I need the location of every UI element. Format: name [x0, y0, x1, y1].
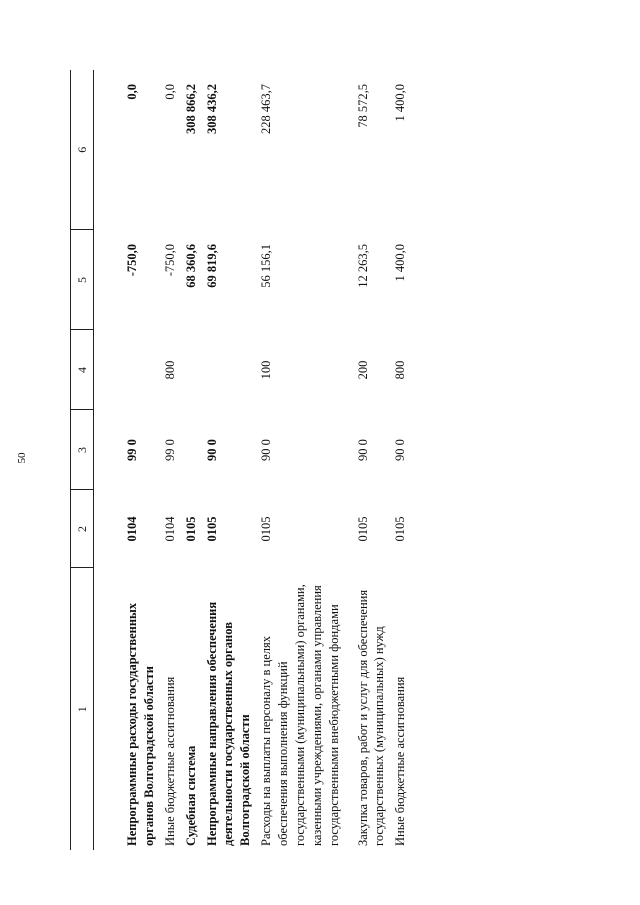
row-value1: 12 263,5 — [355, 244, 370, 288]
row-value2: 0,0 — [162, 84, 177, 100]
row-subcode — [181, 410, 202, 490]
page-number: 50 — [16, 452, 28, 464]
row-group — [202, 330, 257, 410]
row-spacer — [345, 70, 353, 850]
row-group: 200 — [355, 360, 370, 380]
row-value2: 308 866,2 — [183, 84, 198, 134]
row-group: 100 — [259, 360, 274, 380]
row-subcode: 99 0 — [162, 439, 177, 461]
rotated-table-container — [70, 70, 540, 850]
column-header: 3 — [71, 410, 94, 490]
row-value1: -750,0 — [162, 244, 177, 277]
row-value1: 56 156,1 — [259, 244, 274, 288]
row-group: 800 — [162, 360, 177, 380]
row-name: Непрограммные расходы государственных органов Волгоградской области — [125, 602, 156, 846]
row-subcode: 99 0 — [125, 439, 139, 461]
row-name: Судебная система — [183, 745, 198, 846]
column-header: 2 — [71, 490, 94, 568]
budget-table — [70, 70, 411, 850]
row-group — [181, 330, 202, 410]
table-row — [390, 70, 411, 850]
row-subcode: 90 0 — [393, 439, 408, 461]
row-subcode: 90 0 — [355, 439, 370, 461]
row-name: Закупка товаров, работ и услуг для обеспечения государственных (муниципальных) нужд — [355, 589, 387, 846]
table-row — [256, 70, 344, 850]
row-name: Расходы на выплаты персоналу в целях обеспечения выполнения функций государственными (муниципальными) органами, казенными учреждениями, органами управления государственными внебюджетными фондами — [259, 584, 341, 846]
row-value1: 1 400,0 — [393, 244, 408, 282]
row-value1: 69 819,6 — [204, 244, 219, 288]
row-subcode: 90 0 — [259, 439, 274, 461]
column-header: 4 — [71, 330, 94, 410]
table-header-row — [71, 70, 94, 850]
row-name: Непрограммные направления обеспечения деятельности государственных органов Волгоградской области — [204, 601, 253, 846]
row-subcode: 90 0 — [204, 439, 219, 461]
row-code: 0104 — [125, 516, 139, 542]
row-name: Иные бюджетные ассигнования — [393, 676, 408, 846]
row-code: 0105 — [183, 516, 198, 542]
table-row — [181, 70, 202, 850]
row-code: 0105 — [204, 516, 219, 542]
row-value1: 68 360,6 — [183, 244, 198, 288]
row-value2: 0,0 — [125, 84, 139, 100]
row-value2: 78 572,5 — [355, 84, 370, 128]
table-row — [160, 70, 181, 850]
row-value1: -750,0 — [125, 244, 139, 277]
column-header: 6 — [71, 70, 94, 230]
table-row — [353, 70, 391, 850]
row-group: 800 — [393, 360, 408, 380]
row-code: 0105 — [355, 516, 370, 542]
row-name: Иные бюджетные ассигнования — [162, 676, 177, 846]
table-row — [202, 70, 257, 850]
row-value2: 228 463,7 — [259, 84, 274, 134]
row-code: 0105 — [259, 516, 274, 542]
row-group — [94, 330, 160, 410]
column-header: 1 — [71, 568, 94, 850]
row-code: 0104 — [162, 516, 177, 542]
table-row — [94, 70, 160, 850]
row-value2: 1 400,0 — [393, 84, 408, 122]
row-code: 0105 — [393, 516, 408, 542]
row-value2: 308 436,2 — [204, 84, 219, 134]
column-header: 5 — [71, 230, 94, 330]
